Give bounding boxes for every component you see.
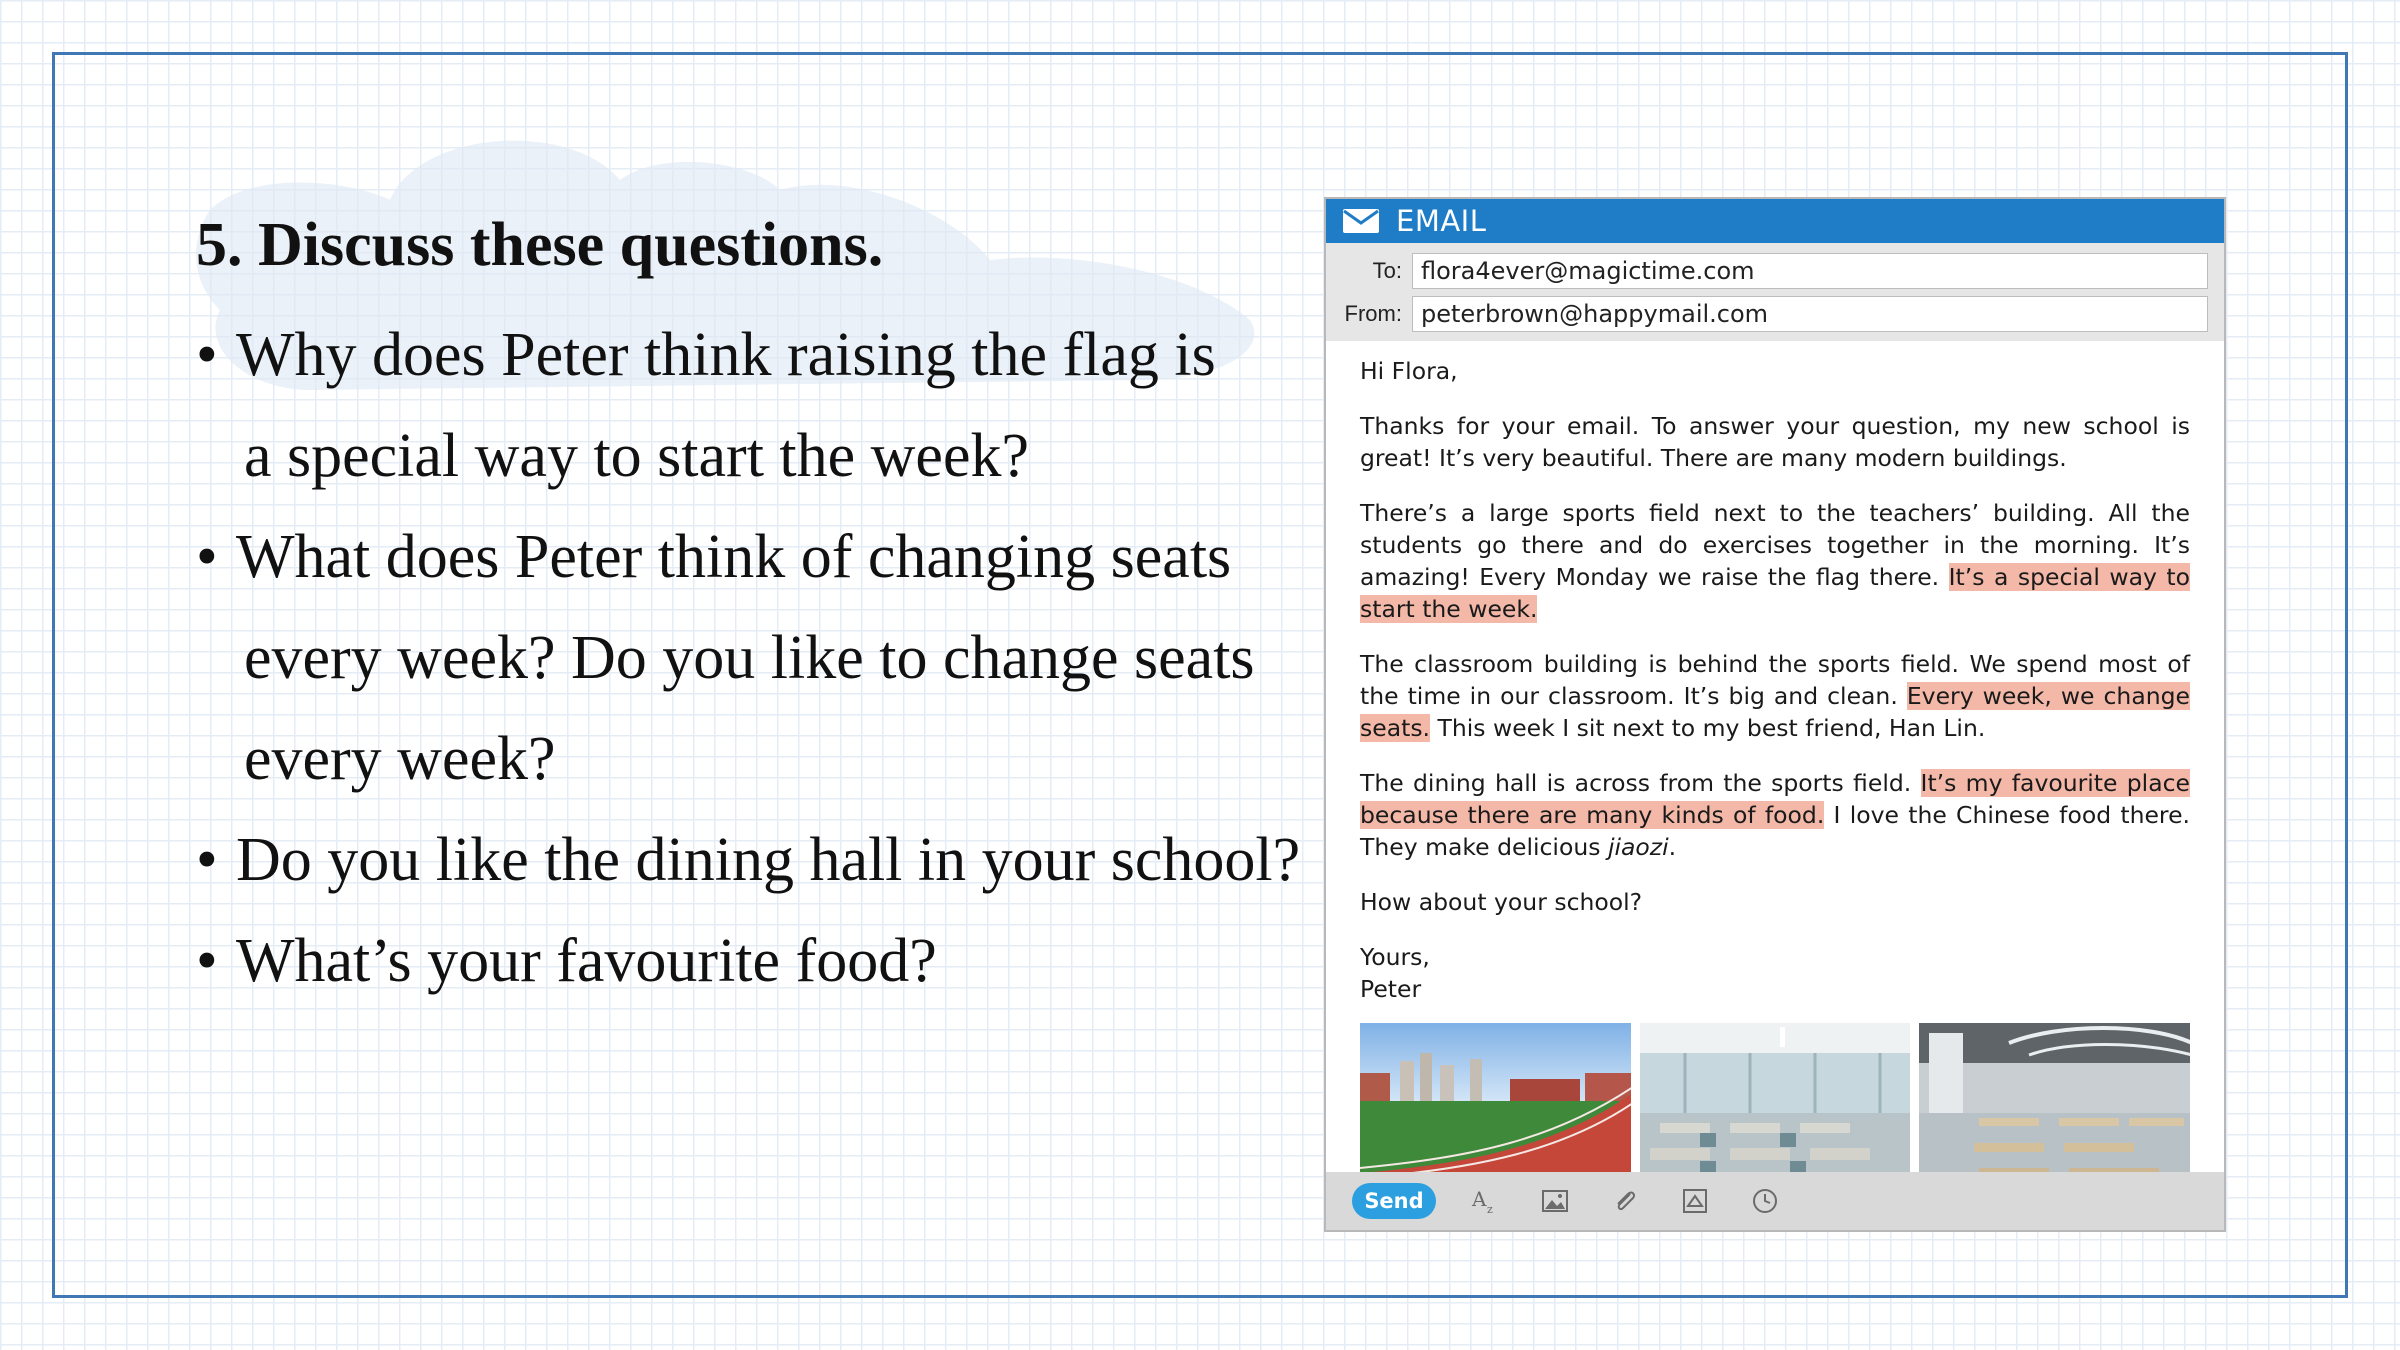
questions-panel	[196, 205, 1356, 1012]
email-title-bar	[1326, 199, 2224, 243]
envelope-icon	[1342, 208, 1380, 234]
attachment-icon[interactable]	[1604, 1180, 1646, 1222]
paragraph-4-italic: jiaozi	[1607, 833, 1669, 861]
paragraph-4-text: The dining hall is across from the sports field.	[1360, 769, 1921, 797]
closing: Yours,	[1360, 943, 1430, 971]
highlight-seats: Every week, we change seats.	[1360, 682, 2190, 742]
sign-off	[1360, 941, 2190, 1005]
email-title: EMAIL	[1396, 204, 1487, 238]
question-2-line-2: every week? Do you like to change seats	[244, 624, 1255, 692]
send-button[interactable]: Send	[1352, 1183, 1436, 1219]
paragraph-3-text: The classroom building is behind the sports field. We spend most of the time in our classroom. It’s big and clean.	[1360, 650, 2190, 710]
highlight-flag: It’s a special way to start the week.	[1360, 563, 2190, 623]
photo-attachments	[1360, 1023, 2190, 1184]
svg-text:z: z	[1487, 1203, 1493, 1216]
question-4	[196, 911, 1356, 1012]
paragraph-3-end: This week I sit next to my best friend, Han Lin.	[1430, 714, 1986, 742]
from-row	[1326, 292, 2208, 335]
paragraph-4	[1360, 767, 2190, 863]
to-label: To:	[1372, 257, 1402, 283]
paragraph-2	[1360, 497, 2190, 625]
template-icon[interactable]	[1674, 1180, 1716, 1222]
question-2	[196, 507, 1356, 810]
question-1	[196, 305, 1356, 507]
greeting: Hi Flora,	[1360, 357, 1458, 385]
svg-text:A: A	[1472, 1187, 1487, 1211]
email-toolbar	[1326, 1172, 2224, 1230]
question-4-line-1: What’s your favourite food?	[236, 927, 937, 995]
to-field[interactable]: flora4ever@magictime.com	[1412, 253, 2208, 289]
email-window	[1324, 197, 2226, 1232]
bullet: •	[196, 321, 218, 389]
question-1-line-1: Why does Peter think raising the flag is	[236, 321, 1216, 389]
question-1-line-2: a special way to start the week?	[244, 422, 1029, 490]
sports-field-photo[interactable]	[1360, 1023, 1631, 1184]
classroom-photo[interactable]	[1640, 1023, 1911, 1184]
signature: Peter	[1360, 975, 1422, 1003]
from-label: From:	[1344, 300, 1402, 326]
question-3	[196, 810, 1356, 911]
question-2-line-3: every week?	[244, 725, 556, 793]
bullet: •	[196, 523, 218, 591]
text-format-icon[interactable]	[1464, 1180, 1506, 1222]
question-2-line-1: What does Peter think of changing seats	[236, 523, 1232, 591]
to-row	[1326, 249, 2208, 292]
from-field[interactable]: peterbrown@happymail.com	[1412, 296, 2208, 332]
highlight-dining: It’s my favourite place because there are many kinds of food.	[1360, 769, 2190, 829]
paragraph-2-text: There’s a large sports field next to the teachers’ building. All the students go there and do exercises together in the morning. It’s amazing! Every Monday we raise the flag there.	[1360, 499, 2190, 591]
question-3-line-1: Do you like the dining hall in your school?	[236, 826, 1301, 894]
email-header-fields	[1326, 243, 2224, 341]
bullet: •	[196, 927, 218, 995]
email-body	[1326, 341, 2224, 1184]
paragraph-1: Thanks for your email. To answer your question, my new school is great! It’s very beautiful. There are many modern buildings.	[1360, 412, 2190, 472]
dining-hall-photo[interactable]	[1919, 1023, 2190, 1184]
image-icon[interactable]	[1534, 1180, 1576, 1222]
paragraph-3	[1360, 648, 2190, 744]
paragraph-5: How about your school?	[1360, 888, 1643, 916]
paragraph-4-mid: I love the Chinese food there. They make delicious	[1360, 801, 2191, 861]
bullet: •	[196, 826, 218, 894]
paragraph-4-end: .	[1668, 833, 1677, 861]
section-heading: 5. Discuss these questions.	[196, 211, 884, 279]
clock-icon[interactable]	[1744, 1180, 1786, 1222]
